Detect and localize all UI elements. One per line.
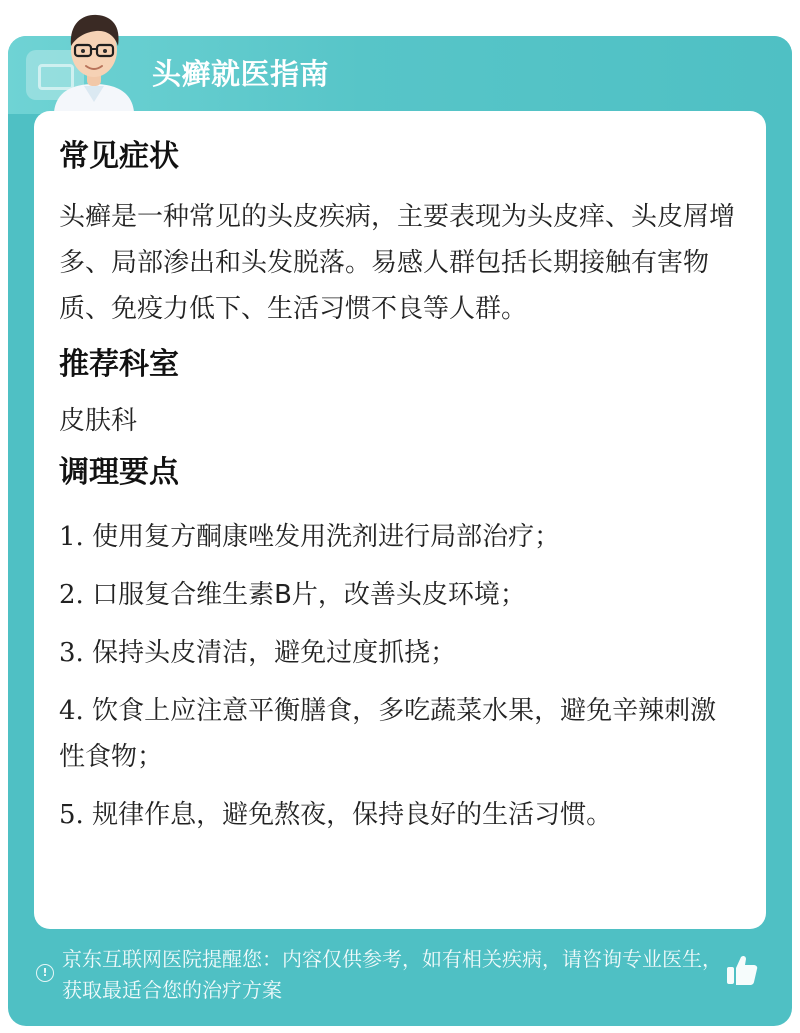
department-text: 皮肤科 [59, 406, 138, 436]
thumbs-up-icon[interactable] [724, 952, 760, 988]
list-item: 1. 使用复方酮康唑发用洗剂进行局部治疗； [59, 522, 561, 552]
doctor-avatar-icon [44, 6, 144, 112]
list-item: 3. 保持头皮清洁，避免过度抓挠； [59, 638, 457, 668]
list-item: 5. 规律作息，避免熬夜，保持良好的生活习惯。 [59, 800, 613, 830]
care-heading: 调理要点 [59, 455, 179, 490]
card-content [59, 134, 739, 850]
list-item: 2. 口服复合维生素B片，改善头皮环境； [59, 580, 526, 610]
page-title: 头癣就医指南 [152, 57, 330, 91]
info-icon: ! [36, 964, 54, 982]
footer [36, 944, 776, 1014]
symptoms-text: 头癣是一种常见的头皮疾病，主要表现为头皮痒、头皮屑增多、局部渗出和头发脱落。易感人群包括长期接触有害物质、免疫力低下、生活习惯不良等人群。 [59, 202, 736, 324]
list-item: 4. 饮食上应注意平衡膳食，多吃蔬菜水果，避免辛辣刺激性食物； [59, 696, 717, 772]
disclaimer-text: 京东互联网医院提醒您：内容仅供参考，如有相关疾病，请咨询专业医生，获取最适合您的治疗方案 [62, 947, 722, 1002]
care-list [59, 514, 739, 838]
department-heading: 推荐科室 [59, 347, 179, 382]
symptoms-heading: 常见症状 [59, 139, 179, 174]
